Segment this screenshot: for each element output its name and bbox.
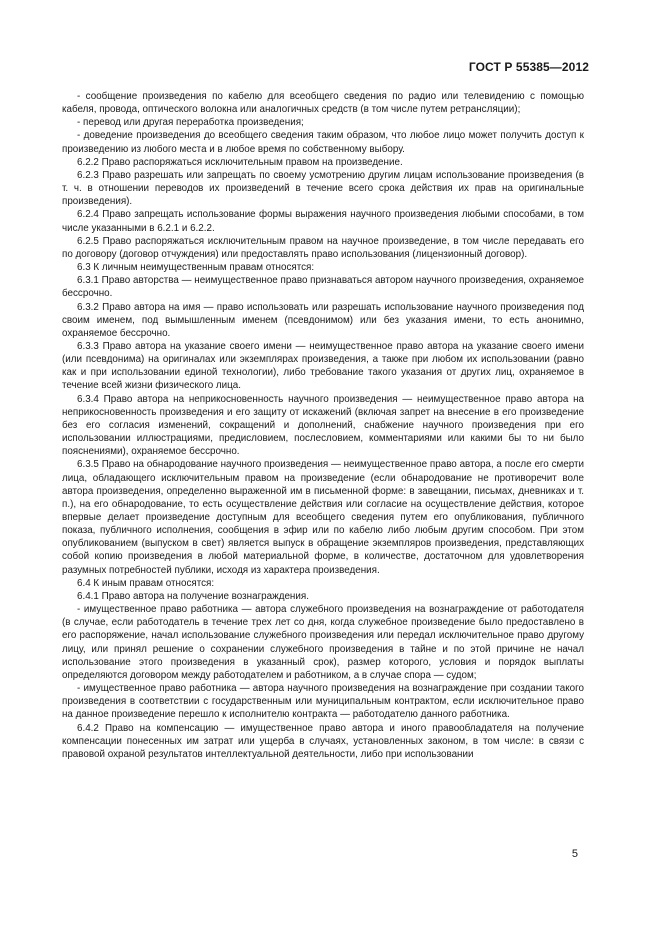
paragraph-6-4-2: 6.4.2 Право на компенсацию — имущественное право автора и иного правообладателя на получение компенсации понесенных им затрат или ущерба в случаях, установленных законом, в том числе: в связи с правовой охраной результатов интеллектуальной деятельности, либо при использовании: [62, 722, 584, 760]
paragraph-contract-remuneration: - имущественное право работника — автора научного произведения на вознаграждение при создании такого произведения в соответствии с государственным или муниципальным контрактом, если исключительное право на данное произведение перешло к исполнителю контракта — работодателю данного работника.: [62, 683, 584, 721]
paragraph-6-3-4: 6.3.4 Право автора на неприкосновенность научного произведения — неимущественное право автора на неприкосновенность произведения и его защиту от искажений (включая запрет на внесение в его произведение без его согласия изменений, сокращений и дополнений, снабжение научного произведения при его использовании иллюстрациями, предисловием, послесловием, комментариями или какими бы то ни было пояснениями), охраняемое бессрочно.: [62, 393, 584, 458]
document-body: [62, 90, 584, 761]
paragraph-6-3-5: 6.3.5 Право на обнародование научного произведения — неимущественное право автора, а после его смерти лица, обладающего исключительным правом на произведение (если обнародование не противоречит воле автора произведения, определенно выраженной им в письменной форме: в завещании, письмах, дневниках и т. п.), на его обнародование, то есть осуществление действия или согласие на осуществление действия, которое впервые делает произведение доступным для всеобщего сведения путем его опубликования, публичного показа, публичного исполнения, сообщения в эфир или по кабелю либо любым другим способом. При этом опубликованием (выпуском в свет) является выпуск в обращение экземпляров произведения, представляющих собой копию произведения в любой материальной форме, в количестве, достаточном для удовлетворения разумных потребностей публики, исходя из характера произведения.: [62, 459, 584, 576]
paragraph-employee-remuneration: - имущественное право работника — автора служебного произведения на вознаграждение от работодателя (в случае, если работодатель в течение трех лет со дня, когда служебное произведение было предоставлено в его распоряжение, начал использование служебного произведения или передал исключительное право другому лицу, или принял решение о сохранении служебного произведения в тайне и по этой причине не начал использование этого произведения в указанный срок), размер которого, условия и порядок выплаты определяются договором между работодателем и работником, а в случае спора — судом;: [62, 604, 584, 681]
paragraph-6-2-4: 6.2.4 Право запрещать использование формы выражения научного произведения любыми способами, в том числе указанными в 6.2.1 и 6.2.2.: [62, 209, 584, 234]
paragraph-6-3-3: 6.3.3 Право автора на указание своего имени — неимущественное право автора на указание своего имени (или псевдонима) на оригиналах или экземплярах произведения, а также при любом их использовании (равно как и при использовании единой технологии), либо требование такого указания от других лиц, охраняемое в течение всей жизни физического лица.: [62, 340, 584, 392]
paragraph-6-4-1: 6.4.1 Право автора на получение вознаграждения.: [77, 590, 309, 602]
paragraph-6-2-3: 6.2.3 Право разрешать или запрещать по своему усмотрению другим лицам использование произведения (в т. ч. в отношении переводов их произведений в течение всего срока действия их прав на оригинальные произведения).: [62, 169, 584, 208]
paragraph-cable-communication: - сообщение произведения по кабелю для всеобщего сведения по радио или телевидению с помощью кабеля, провода, оптического волокна или аналогичных средств (в том числе путем ретрансляции);: [62, 91, 584, 116]
standard-header: ГОСТ Р 55385—2012: [468, 60, 589, 74]
paragraph-6-3-1: 6.3.1 Право авторства — неимущественное право признаваться автором научного произведения, охраняемое бессрочно.: [62, 275, 584, 300]
paragraph-6-3-2: 6.3.2 Право автора на имя — право использовать или разрешать использование научного произведения под своим именем, под вымышленным именем (псевдонимом) или без указания имени, то есть анонимно, охраняемое бессрочно.: [62, 301, 584, 339]
paragraph-6-2-5: 6.2.5 Право распоряжаться исключительным правом на научное произведение, в том числе передавать его по договору (договор отчуждения) или предоставлять право использования (лицензионный договор).: [62, 235, 584, 260]
paragraph-6-4: 6.4 К иным правам относятся:: [77, 577, 215, 589]
paragraph-6-2-2: 6.2.2 Право распоряжаться исключительным правом на произведение.: [77, 156, 403, 168]
paragraph-6-3: 6.3 К личным неимущественным правам относятся:: [77, 262, 315, 274]
paragraph-public-access: - доведение произведения до всеобщего сведения таким образом, что любое лицо может получить доступ к произведению из любого места и в любое время по собственному выбору.: [62, 130, 584, 155]
paragraph-translation: - перевод или другая переработка произведения;: [77, 117, 304, 129]
page-number: 5: [571, 848, 578, 860]
